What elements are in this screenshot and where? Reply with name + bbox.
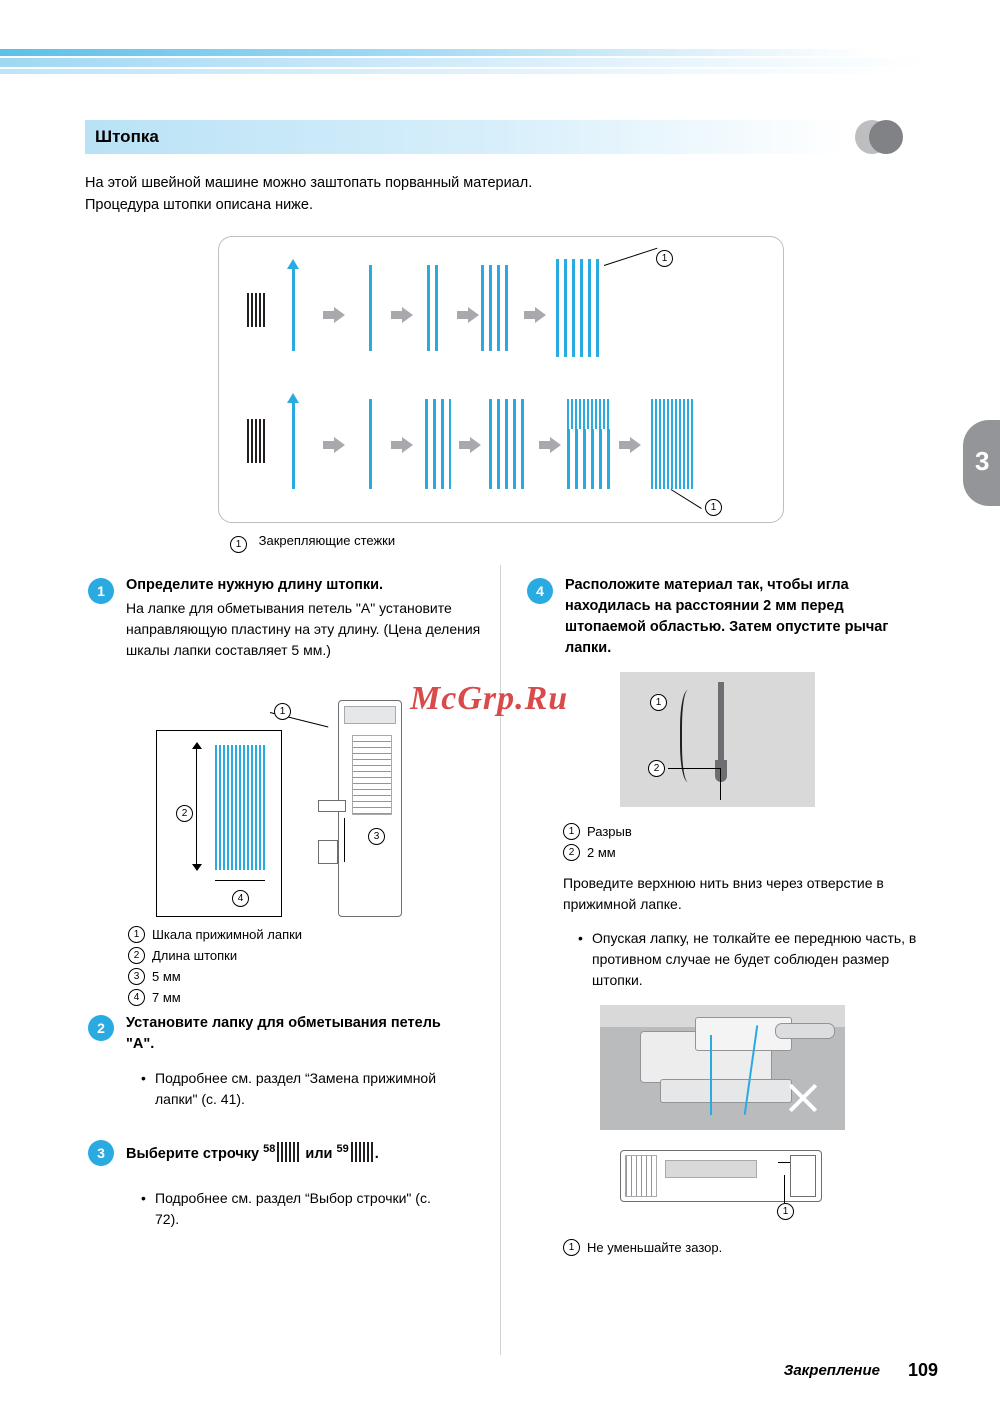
needle-shaft [718,682,724,762]
direction-arrow-icon-2 [287,393,299,403]
intro-text: На этой швейной машине можно заштопать порванный материал. Процедура штопки описана ниже. [85,175,533,213]
figure-callout-4-left: 4 [232,890,249,907]
figure-callout-2: 1 [705,499,722,516]
step-3-number: 3 [88,1140,114,1166]
foot-guide-tab [318,840,338,864]
legend-marker: 1 [230,536,247,553]
step-4-body: Проведите верхнюю нить вниз через отверстие в прижимной лапке. [563,875,884,912]
stitch-line-1 [292,265,295,351]
flow-arrow-icon [323,437,345,453]
stitch-line-5 [292,399,295,489]
footer-section-title: Закрепление [783,1362,880,1379]
figure-callout-2-right: 2 [648,760,665,777]
top-band [0,58,930,67]
measure-arrow-bottom [192,864,202,871]
foot-sole [660,1079,792,1103]
flow-arrow-icon [539,437,561,453]
flow-arrow-icon [459,437,481,453]
scale-measure-line [344,818,345,862]
top-band-dark [0,49,870,56]
page-title: Штопка [95,127,159,146]
callout-leader-line [604,248,658,266]
foot-side-scale [625,1155,657,1197]
presser-foot-photo [600,1005,845,1130]
foot-top-piece [344,706,396,724]
foot-lever [775,1023,835,1039]
right-figure-legend: 1 Разрыв 2 2 мм [563,822,863,864]
footer-page-number: 109 [907,1360,938,1380]
stitch-58-icon [277,1142,299,1162]
stitch-line-3 [427,265,430,351]
step-3-title: Выберите строчку $^{58}$ или $^{59}$ . [126,1143,379,1162]
heading-decoration [855,120,911,154]
upper-thread [710,1035,712,1115]
step-3-bullet: • Подробнее см. раздел “Выбор строчки" (с. 72). [155,1188,455,1230]
figure-callout-2-left: 2 [176,805,193,822]
flow-arrow-icon [524,307,546,323]
stitch-line-4 [435,265,438,351]
top-band-light [0,69,905,74]
step-1-title: Определите нужную длину штопки. [126,577,384,593]
figure-legend: 1 Закрепляющие стежки [230,533,395,551]
stitch-line-2 [369,265,372,351]
chapter-tab [963,420,1000,506]
step-2-number: 2 [88,1015,114,1041]
stitch-59-icon [351,1142,373,1162]
flow-arrow-icon [391,307,413,323]
distance-measure-line [668,768,720,769]
direction-arrow-icon-1 [287,259,299,269]
step-4-bullet: • Опуская лапку, не толкайте ее переднюю часть, в противном случае не будет соблюден размер штопки. [592,928,922,991]
flow-arrow-icon [323,307,345,323]
darning-sequence-figure [218,236,784,523]
step-4-number: 4 [527,578,553,604]
stitch-fill-top [567,399,611,429]
needle-tip [715,760,727,782]
foot-side-guide [790,1155,816,1197]
darning-area [215,745,265,870]
section-heading-bar [85,120,845,154]
do-not-icon [785,1080,819,1114]
gap-callout: 1 [777,1203,794,1220]
step-2-bullet: • Подробнее см. раздел “Замена прижимной лапки" (с. 41). [155,1068,455,1110]
flow-arrow-icon [457,307,479,323]
stitch-group-1 [481,265,511,351]
stitch-group-6 [651,399,695,489]
length-measure-line [196,745,197,870]
figure-callout-1: 1 [656,250,673,267]
stitch-group-4 [489,399,529,489]
gap-measure-line [778,1162,790,1163]
flow-arrow-icon [619,437,641,453]
chapter-number: 3 [975,446,990,476]
fabric-sample-1 [247,293,265,327]
measure-arrow-top [192,742,202,749]
foot-scale [352,735,392,815]
distance-guide [720,768,721,800]
left-figure-legend: 1 Шкала прижимной лапки 2 Длина штопки 3 5 мм 4 7 мм [128,925,458,1009]
stitch-group-2 [556,259,604,357]
step-2-title: Установите лапку для обметывания петель "A". [126,1015,441,1052]
foot-guide-plate [318,800,346,812]
step-1-body: На лапке для обметывания петель "A" установите направляющую пластину на эту длину. (Цена деления шкалы лапки составляет 5 мм.) [126,600,481,658]
width-measure-line [215,880,265,881]
fabric-sample-2 [247,419,267,463]
watermark: McGrp.Ru [410,680,569,717]
foot-side-slot [665,1160,757,1178]
figure-callout-3-left: 3 [368,828,385,845]
figure-callout-1-left: 1 [274,703,291,720]
stitch-group-3 [425,399,451,489]
stitch-line-6 [369,399,372,489]
step-1-number: 1 [88,578,114,604]
gap-leader [784,1175,785,1203]
step-4-title: Расположите материал так, чтобы игла находилась на расстоянии 2 мм перед штопаемой областью. Затем опустите рычаг лапки. [565,577,889,656]
callout-leader-line-2 [671,489,702,509]
flow-arrow-icon [391,437,413,453]
gap-legend: 1 Не уменьшайте зазор. [563,1238,883,1259]
needle-position-figure [620,672,815,807]
figure-callout-1-right: 1 [650,694,667,711]
